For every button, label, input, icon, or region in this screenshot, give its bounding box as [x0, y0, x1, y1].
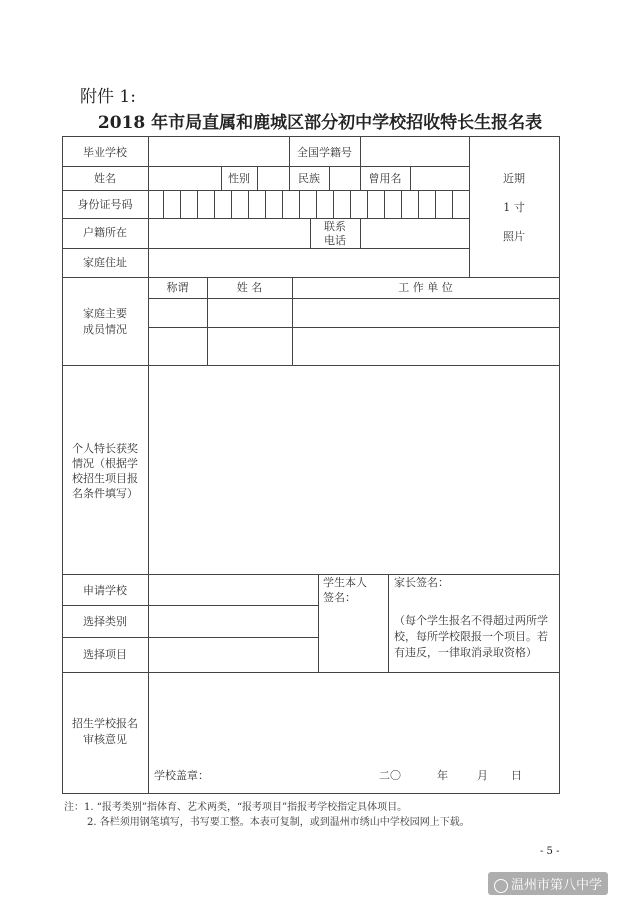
- page-number: - 5 -: [540, 846, 560, 857]
- label-project: 选择项目: [83, 648, 127, 661]
- former-name-field[interactable]: [412, 168, 468, 189]
- apply-school-field[interactable]: [150, 576, 317, 604]
- date-year-prefix: 二〇: [379, 769, 401, 782]
- review-label-1: 招生学校报名: [72, 717, 138, 730]
- student-signature-field[interactable]: [320, 608, 386, 670]
- label-apply-school: 申请学校: [83, 584, 127, 597]
- form-title: 2018 年市局直属和鹿城区部分初中学校招收特长生报名表: [97, 113, 543, 133]
- photo-label-3: 照片: [503, 230, 525, 243]
- label-ethnicity: 民族: [298, 172, 320, 185]
- label-contact-2: 电话: [324, 234, 346, 247]
- family-row-2[interactable]: [150, 329, 558, 364]
- student-sign-label-2: 签名：: [323, 591, 356, 604]
- graduation-school-field[interactable]: [152, 138, 286, 165]
- photo-label-1: 近期: [503, 172, 525, 185]
- label-id-number: 身份证号码: [77, 198, 133, 211]
- wechat-icon: [494, 879, 508, 893]
- family-label-2: 成员情况: [83, 323, 127, 336]
- school-seal-label: 学校盖章：: [154, 769, 209, 782]
- rule-text-3: 有违反，一律取消录取资格）: [394, 646, 537, 659]
- talent-label-2: 情况（根据学: [72, 457, 138, 470]
- national-student-id-field[interactable]: [363, 138, 467, 165]
- talent-awards-field[interactable]: [150, 367, 558, 573]
- label-contact-1: 联系: [324, 220, 346, 233]
- home-address-field[interactable]: [152, 250, 467, 276]
- family-col-title: 称谓: [166, 281, 189, 294]
- label-gender: 性别: [228, 172, 250, 185]
- photo-label-2: 1 寸: [503, 201, 525, 214]
- household-field[interactable]: [152, 220, 308, 247]
- family-col-workplace: 工 作 单 位: [398, 281, 453, 294]
- rule-text-1: （每个学生报名不得超过两所学: [394, 614, 548, 627]
- date-year-label: 年: [437, 769, 448, 782]
- rule-text-2: 校，每所学校限报一个项目。若: [394, 630, 548, 643]
- note-1: 注：1. “报考类别”指体育、艺术两类，“报考项目”指报考学校指定具体项目。: [64, 802, 408, 813]
- attachment-label: 附件 1:: [80, 87, 136, 107]
- watermark-text: 温州市第八中学: [511, 878, 603, 893]
- label-home-address: 家庭住址: [83, 256, 127, 269]
- id-number-boxes[interactable]: [150, 192, 468, 217]
- name-field[interactable]: [152, 168, 220, 189]
- review-label-2: 审核意见: [83, 733, 127, 746]
- date-day-label: 日: [511, 769, 522, 782]
- label-graduation-school: 毕业学校: [83, 146, 127, 159]
- gender-field[interactable]: [259, 168, 288, 189]
- ethnicity-field[interactable]: [331, 168, 359, 189]
- category-field[interactable]: [150, 607, 317, 636]
- watermark: [488, 872, 608, 895]
- family-col-name: 姓 名: [236, 281, 263, 294]
- note-2: 2. 各栏须用钢笔填写，书写要工整。本表可复制，或到温州市绣山中学校园网上下载。: [87, 817, 470, 828]
- label-national-student-id: 全国学籍号: [297, 146, 352, 159]
- label-name: 姓名: [94, 172, 116, 185]
- family-row-1[interactable]: [150, 300, 558, 326]
- phone-field[interactable]: [363, 220, 467, 247]
- student-sign-label-1: 学生本人: [323, 576, 367, 589]
- review-opinion-field[interactable]: [150, 674, 558, 764]
- label-former-name: 曾用名: [368, 172, 402, 185]
- date-month-label: 月: [477, 769, 488, 782]
- label-household: 户籍所在: [83, 226, 127, 239]
- project-field[interactable]: [150, 639, 317, 671]
- parent-sign-label: 家长签名：: [394, 576, 449, 589]
- label-category: 选择类别: [83, 615, 127, 628]
- talent-label-3: 校招生项目报: [72, 472, 138, 485]
- talent-label-4: 名条件填写）: [72, 487, 138, 500]
- family-label-1: 家庭主要: [83, 307, 127, 320]
- talent-label-1: 个人特长获奖: [72, 442, 138, 455]
